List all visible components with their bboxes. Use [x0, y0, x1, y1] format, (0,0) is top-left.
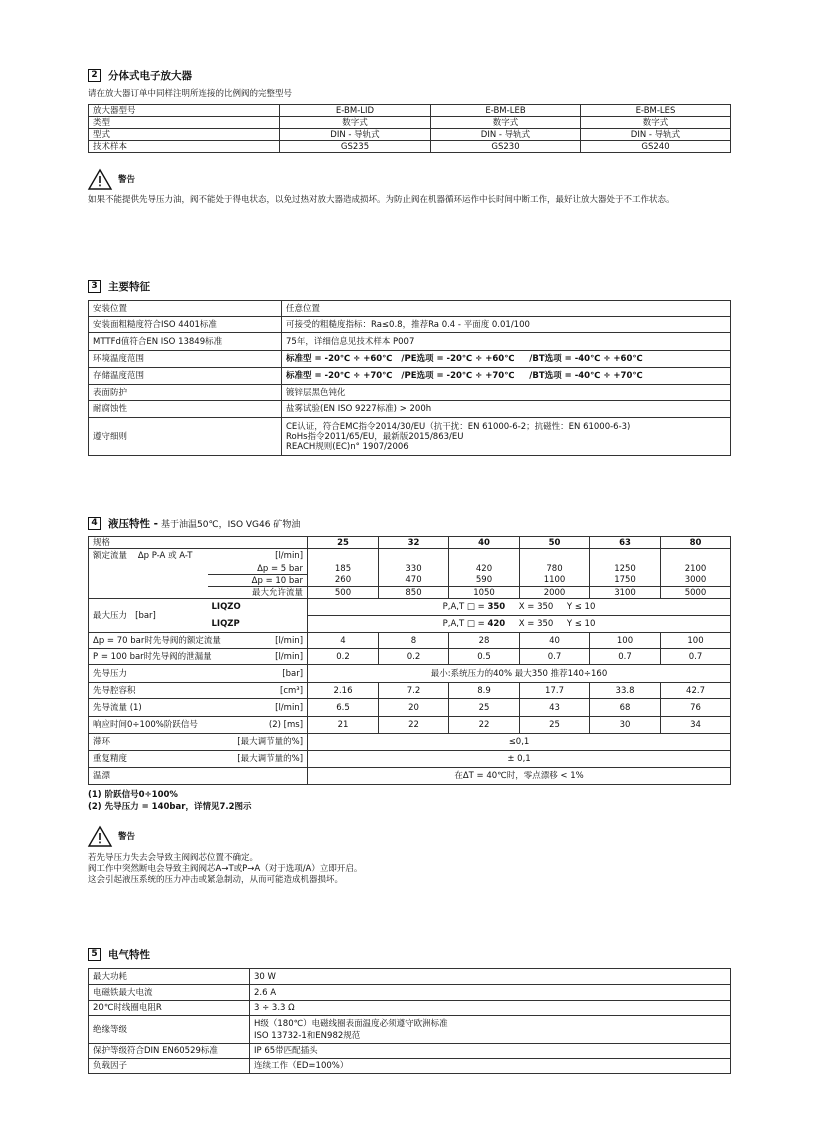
row-label: Δp = 10 bar — [208, 575, 308, 587]
table-cell: 34 — [661, 717, 731, 734]
warning-triangle-icon — [88, 826, 112, 847]
table-cell: 数字式 — [581, 117, 731, 129]
table-row — [89, 1044, 731, 1059]
warning-text: 如果不能提供先导压力油，阀不能处于得电状态，以免过热对放大器造成损坏。为防止阀在机器循环运作中长时间中断工作，最好让放大器处于不工作状态。 — [88, 195, 675, 205]
maxp-y: Y ≤ 10 — [566, 619, 596, 629]
table-cell: 22 — [379, 717, 449, 734]
row-label: 型式 — [89, 129, 280, 141]
row-label: 安装面粗糙度符合ISO 4401标准 — [89, 317, 282, 333]
section-title: 主要特征 — [108, 280, 150, 293]
unit-label: [bar] — [135, 610, 156, 621]
warning-block — [88, 823, 730, 849]
row-label: 保护等级符合DIN EN60529标准 — [89, 1044, 250, 1059]
table-cell: 8.9 — [449, 683, 520, 699]
table-row — [89, 717, 731, 734]
table-cell: 数字式 — [280, 117, 431, 129]
table-cell: 2000 — [520, 587, 590, 599]
row-label: 负载因子 — [89, 1059, 250, 1074]
row-label: 先导流量 (1) — [89, 699, 208, 717]
warning-line: 阀工作中突然断电会导致主阀阀芯A→T或P→A（对于选项/A）立即开启。 — [88, 864, 363, 874]
compliance-line: REACH规则(EC)n° 1907/2006 — [286, 442, 409, 452]
table-cell: 100 — [661, 633, 731, 649]
warning-label: 警告 — [118, 832, 136, 842]
model-label: LIQZP — [208, 616, 308, 633]
table-cell: 0.7 — [520, 649, 590, 665]
table-row — [89, 649, 731, 665]
section-title: 分体式电子放大器 — [108, 69, 192, 82]
table-cell: 任意位置 — [282, 301, 731, 317]
unit-label: [l/min] — [208, 633, 308, 649]
table-cell: 30 W — [250, 969, 731, 985]
flow-label-cell — [89, 549, 208, 564]
size-row — [89, 537, 731, 549]
maxp-label-cell — [89, 599, 208, 633]
table-row — [89, 1059, 731, 1074]
table-cell: 185 — [308, 564, 379, 575]
table-cell: 2.16 — [308, 683, 379, 699]
table-cell: 3000 — [661, 575, 731, 587]
table-cell: 6.5 — [308, 699, 379, 717]
hydraulic-table — [88, 536, 731, 785]
table-cell: 28 — [449, 633, 520, 649]
maxp-value — [308, 599, 731, 616]
table-cell: 100 — [590, 633, 661, 649]
row-label: P = 100 bar时先导阀的泄漏量 — [89, 649, 208, 665]
table-row — [89, 665, 731, 683]
table-cell: 850 — [379, 587, 449, 599]
table-cell: 0.2 — [308, 649, 379, 665]
row-label: 环境温度范围 — [89, 351, 282, 368]
table-cell: 3 ÷ 3.3 Ω — [250, 1001, 731, 1016]
env-temp-cell — [282, 351, 731, 368]
section-subtitle: 基于油温50℃，ISO VG46 矿物油 — [161, 519, 301, 530]
row-label: 规格 — [89, 537, 308, 549]
section-number: 5 — [88, 948, 101, 961]
maxp-value — [308, 616, 731, 633]
store-temp-cell — [282, 368, 731, 385]
flow-sub: Δp P-A 或 A-T — [137, 551, 193, 562]
size-header: 50 — [520, 537, 590, 549]
header-cell: E-BM-LEB — [431, 105, 581, 117]
table-cell: 470 — [379, 575, 449, 587]
table-cell: 780 — [520, 564, 590, 575]
table-cell: 0.7 — [590, 649, 661, 665]
unit-label: [最大调节量的%] — [208, 734, 308, 751]
table-row — [89, 969, 731, 985]
table-cell: 17.7 — [520, 683, 590, 699]
table-row — [89, 117, 731, 129]
warning-block — [88, 166, 730, 192]
maxp-bold: 350 — [487, 602, 506, 612]
section-2-header — [88, 68, 730, 82]
unit-label: (2) [ms] — [208, 717, 308, 734]
footnotes — [88, 789, 730, 813]
table-cell: 5000 — [661, 587, 731, 599]
table-cell: 33.8 — [590, 683, 661, 699]
store-standard: 标准型 = -20℃ ÷ +70℃ — [286, 371, 393, 381]
table-cell: ± 0,1 — [308, 751, 731, 768]
table-row — [89, 368, 731, 385]
table-row — [89, 385, 731, 401]
table-cell: 43 — [520, 699, 590, 717]
table-cell: 8 — [379, 633, 449, 649]
table-cell: 0.7 — [661, 649, 731, 665]
footnote: (2) 先导压力 = 140bar，详情见7.2图示 — [88, 802, 252, 812]
table-cell: 3100 — [590, 587, 661, 599]
table-cell: 盐雾试验(EN ISO 9227标准) > 200h — [282, 401, 731, 418]
table-cell: 1050 — [449, 587, 520, 599]
row-label: Δp = 5 bar — [208, 564, 308, 575]
env-pe: /PE选项 = -20℃ ÷ +60℃ — [401, 354, 515, 364]
size-header: 32 — [379, 537, 449, 549]
footnote: (1) 阶跃信号0÷100% — [88, 790, 178, 800]
section-number: 2 — [88, 69, 101, 82]
unit-label: [bar] — [208, 665, 308, 683]
warning-line: 这会引起液压系统的压力冲击或紧急制动，从而可能造成机器损坏。 — [88, 875, 344, 885]
insulation-line: ISO 13732-1和EN982规范 — [254, 1030, 361, 1041]
compliance-line: CE认证，符合EMC指令2014/30/EU（抗干扰：EN 61000-6-2；抗磁性：EN 61000-6-3) — [286, 422, 631, 432]
table-cell: 40 — [520, 633, 590, 649]
section-2 — [88, 68, 730, 206]
table-cell: 25 — [520, 717, 590, 734]
section-intro: 请在放大器订单中同样注明所连接的比例阀的完整型号 — [88, 89, 293, 99]
table-row — [89, 633, 731, 649]
table-row — [89, 317, 731, 333]
table-cell: 0.2 — [379, 649, 449, 665]
table-cell: 76 — [661, 699, 731, 717]
table-cell: 420 — [449, 564, 520, 575]
table-row — [89, 564, 731, 575]
compliance-cell — [282, 418, 731, 456]
table-cell: 2.6 A — [250, 985, 731, 1001]
warning-text — [88, 853, 730, 886]
row-label: 安装位置 — [89, 301, 282, 317]
maxp-y: Y ≤ 10 — [566, 602, 596, 612]
row-label: 存储温度范围 — [89, 368, 282, 385]
table-cell: 可接受的粗糙度指标：Ra≤0.8，推荐Ra 0.4 - 平面度 0.01/100 — [282, 317, 731, 333]
row-label: MTTFd值符合EN ISO 13849标准 — [89, 333, 282, 351]
insulation-line: H级（180℃）电磁线圈表面温度必须遵守欧洲标准 — [254, 1018, 448, 1029]
row-label: 响应时间0÷100%阶跃信号 — [89, 717, 208, 734]
table-cell: 30 — [590, 717, 661, 734]
electrical-table — [88, 968, 731, 1074]
table-cell: 1250 — [590, 564, 661, 575]
unit-label: [l/min] — [208, 699, 308, 717]
table-header-row — [89, 105, 731, 117]
flow-header-row — [89, 549, 731, 564]
row-label: 遵守细则 — [89, 418, 282, 456]
table-cell: GS235 — [280, 141, 431, 153]
table-row — [89, 768, 731, 785]
table-row — [89, 599, 731, 616]
row-label: 滞环 — [89, 734, 208, 751]
maxp-bold: 420 — [487, 619, 506, 629]
table-cell: DIN - 导轨式 — [431, 129, 581, 141]
compliance-line: RoHs指令2011/65/EU，最新版2015/863/EU — [286, 432, 464, 442]
table-row — [89, 141, 731, 153]
table-cell: ≤0,1 — [308, 734, 731, 751]
store-bt: /BT选项 = -40℃ ÷ +70℃ — [529, 371, 643, 381]
section-5-header — [88, 947, 730, 961]
table-cell: 75年，详细信息见技术样本 P007 — [282, 333, 731, 351]
header-cell: E-BM-LES — [581, 105, 731, 117]
unit-label: [l/min] — [208, 549, 308, 564]
section-4-header — [88, 516, 730, 530]
table-cell: 20 — [379, 699, 449, 717]
header-cell: 放大器型号 — [89, 105, 280, 117]
features-table — [88, 300, 731, 456]
model-label: LIQZO — [208, 599, 308, 616]
maxp-x: X = 350 — [518, 602, 554, 612]
table-row — [89, 418, 731, 456]
pilot-pressure-value: 最小:系统压力的40% 最大350 推荐140÷160 — [308, 665, 731, 683]
warning-line: 若先导压力失去会导致主阀阀芯位置不确定。 — [88, 853, 259, 863]
unit-label: [l/min] — [208, 649, 308, 665]
row-label: 重复精度 — [89, 751, 208, 768]
table-cell: 330 — [379, 564, 449, 575]
env-standard: 标准型 = -20℃ ÷ +60℃ — [286, 354, 393, 364]
table-row — [89, 1001, 731, 1016]
row-label: 类型 — [89, 117, 280, 129]
table-row — [89, 351, 731, 368]
row-label: 温漂 — [89, 768, 208, 785]
maxp-pre: P,A,T □ = — [442, 602, 488, 612]
table-cell: 连续工作（ED=100%） — [250, 1059, 731, 1074]
row-label: 先导压力 — [89, 665, 208, 683]
table-row — [89, 587, 731, 599]
table-cell: 500 — [308, 587, 379, 599]
section-4 — [88, 516, 730, 886]
table-row — [89, 985, 731, 1001]
table-cell: 260 — [308, 575, 379, 587]
table-cell: DIN - 导轨式 — [280, 129, 431, 141]
table-cell: IP 65带匹配插头 — [250, 1044, 731, 1059]
table-cell: GS240 — [581, 141, 731, 153]
row-label: 电磁铁最大电流 — [89, 985, 250, 1001]
section-number: 3 — [88, 280, 101, 293]
size-header: 63 — [590, 537, 661, 549]
section-title: 液压特性 - — [108, 517, 159, 530]
row-label: 表面防护 — [89, 385, 282, 401]
maxp-x: X = 350 — [518, 619, 554, 629]
unit-label: [最大调节量的%] — [208, 751, 308, 768]
section-number: 4 — [88, 517, 101, 530]
header-cell: E-BM-LID — [280, 105, 431, 117]
row-label: 20℃时线圈电阻R — [89, 1001, 250, 1016]
table-row — [89, 683, 731, 699]
table-row — [89, 129, 731, 141]
table-cell: 590 — [449, 575, 520, 587]
table-row — [89, 734, 731, 751]
table-cell: 7.2 — [379, 683, 449, 699]
row-label: 绝缘等级 — [89, 1016, 250, 1044]
table-cell: DIN - 导轨式 — [581, 129, 731, 141]
table-cell: 68 — [590, 699, 661, 717]
table-cell: 22 — [449, 717, 520, 734]
unit-label — [208, 768, 308, 785]
table-cell: 2100 — [661, 564, 731, 575]
table-cell: 42.7 — [661, 683, 731, 699]
section-3 — [88, 279, 730, 456]
table-cell: 25 — [449, 699, 520, 717]
row-label: 耐腐蚀性 — [89, 401, 282, 418]
warning-label: 警告 — [118, 175, 136, 185]
flow-label: 额定流量 — [93, 551, 128, 562]
table-row — [89, 575, 731, 587]
table-row — [89, 401, 731, 418]
table-cell: 1750 — [590, 575, 661, 587]
row-label: 技术样本 — [89, 141, 280, 153]
row-label: 先导腔容积 — [89, 683, 208, 699]
size-header: 25 — [308, 537, 379, 549]
table-cell: 数字式 — [431, 117, 581, 129]
table-row — [89, 1016, 731, 1044]
maxp-label: 最大压力 — [93, 610, 128, 621]
table-cell: 在ΔT = 40℃时，零点漂移 < 1% — [308, 768, 731, 785]
size-header: 80 — [661, 537, 731, 549]
section-3-header — [88, 279, 730, 293]
table-row — [89, 301, 731, 317]
warning-triangle-icon — [88, 169, 112, 190]
table-cell: 1100 — [520, 575, 590, 587]
env-bt: /BT选项 = -40℃ ÷ +60℃ — [529, 354, 643, 364]
maxp-pre: P,A,T □ = — [442, 619, 488, 629]
table-row — [89, 699, 731, 717]
section-title: 电气特性 — [108, 948, 150, 961]
insulation-cell — [250, 1016, 731, 1044]
amplifier-table — [88, 104, 731, 153]
table-cell: 21 — [308, 717, 379, 734]
section-5 — [88, 947, 730, 1074]
table-cell: 0.5 — [449, 649, 520, 665]
table-row — [89, 751, 731, 768]
unit-label: [cm³] — [208, 683, 308, 699]
table-cell: 4 — [308, 633, 379, 649]
size-header: 40 — [449, 537, 520, 549]
row-label: Δp = 70 bar时先导阀的额定流量 — [89, 633, 208, 649]
store-pe: /PE选项 = -20℃ ÷ +70℃ — [401, 371, 515, 381]
table-cell: GS230 — [431, 141, 581, 153]
table-row — [89, 333, 731, 351]
row-label: 最大允许流量 — [208, 587, 308, 599]
row-label: 最大功耗 — [89, 969, 250, 985]
table-cell: 镀锌层黑色钝化 — [282, 385, 731, 401]
